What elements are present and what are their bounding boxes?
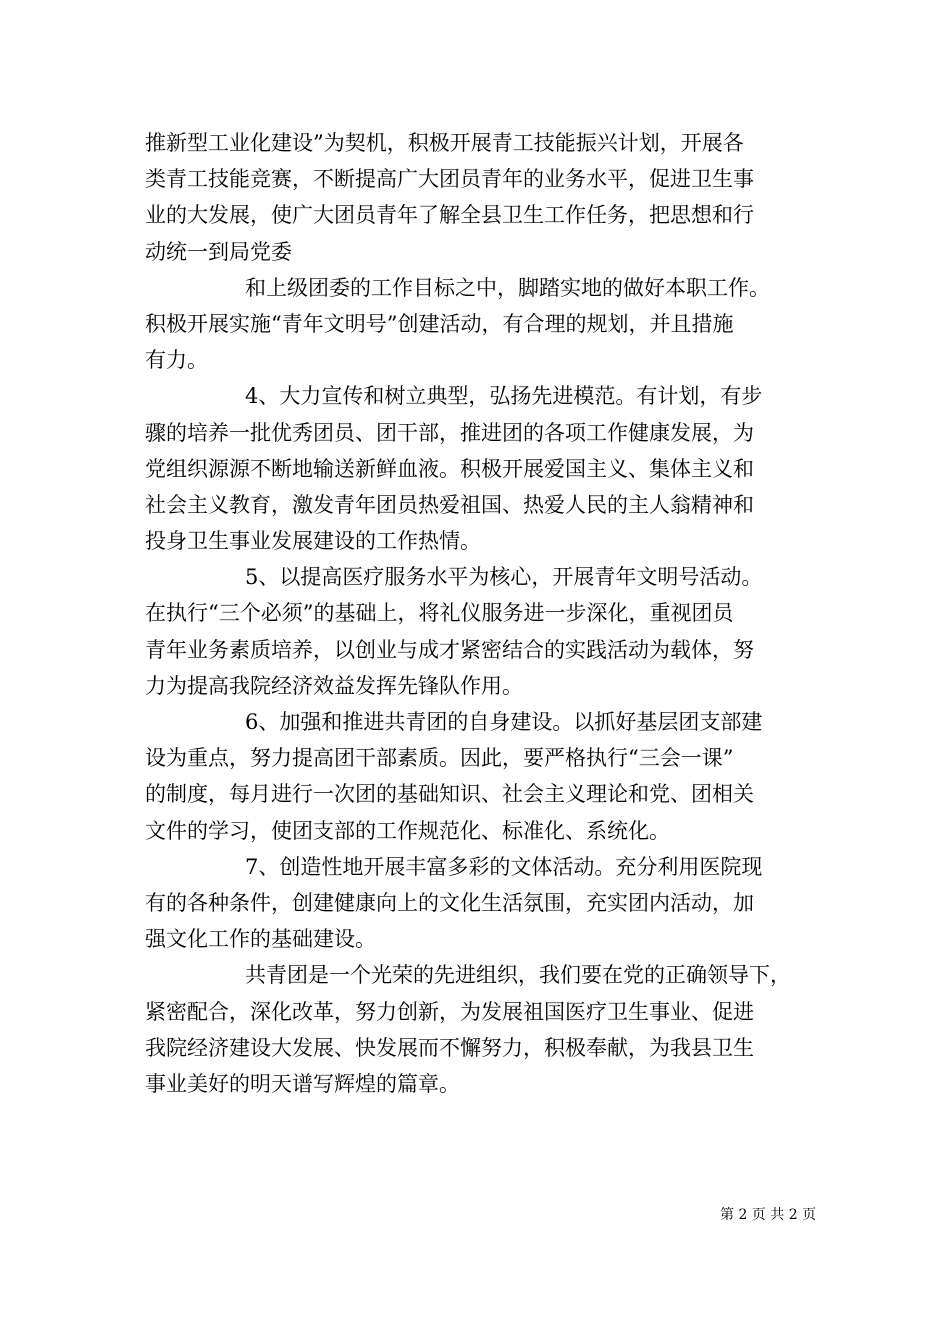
text-line: 在执行“三个必须”的基础上，将礼仪服务进一步深化，重视团员: [145, 601, 734, 626]
text-line: 共青团是一个光荣的先进组织，我们要在党的正确领导下，: [245, 963, 791, 988]
text-line: 有的各种条件，创建健康向上的文化生活氛围，充实团内活动，加: [145, 890, 754, 915]
text-line: 有力。: [145, 348, 208, 373]
text-line: 骤的培养一批优秀团员、团干部，推进团的各项工作健康发展，为: [145, 420, 754, 445]
text-line: 力为提高我院经济效益发挥先锋队作用。: [145, 673, 523, 698]
text-line: 紧密配合，深化改革，努力创新，为发展祖国医疗卫生事业、促进: [145, 999, 754, 1024]
text-line: 5、以提高医疗服务水平为核心，开展青年文明号活动。: [245, 565, 763, 590]
text-line: 党组织源源不断地输送新鲜血液。积极开展爱国主义、集体主义和: [145, 456, 754, 481]
text-line: 社会主义教育，激发青年团员热爱祖国、热爱人民的主人翁精神和: [145, 492, 754, 517]
text-line: 设为重点，努力提高团干部素质。因此，要严格执行“三会一课”: [145, 746, 734, 771]
page-number: 第 2 页 共 2 页: [720, 1207, 817, 1223]
text-line: 业的大发展，使广大团员青年了解全县卫生工作任务，把思想和行: [145, 203, 754, 228]
text-line: 事业美好的明天谱写辉煌的篇章。: [145, 1071, 460, 1096]
text-line: 7、创造性地开展丰富多彩的文体活动。充分利用医院现: [245, 854, 763, 879]
text-line: 推新型工业化建设”为契机，积极开展青工技能振兴计划，开展各: [145, 131, 744, 155]
text-line: 6、加强和推进共青团的自身建设。以抓好基层团支部建: [245, 710, 763, 734]
text-line: 强文化工作的基础建设。: [145, 927, 376, 952]
text-line: 4、大力宣传和树立典型，弘扬先进模范。有计划，有步: [245, 384, 763, 409]
text-line: 的制度，每月进行一次团的基础知识、社会主义理论和党、团相关: [145, 782, 754, 807]
document-body: [145, 125, 825, 1102]
text-line: 文件的学习，使团支部的工作规范化、标准化、系统化。: [145, 818, 670, 843]
text-line: 类青工技能竞赛，不断提高广大团员青年的业务水平，促进卫生事: [145, 167, 754, 192]
text-line: 积极开展实施“青年文明号”创建活动，有合理的规划，并且措施: [145, 311, 734, 336]
text-line: 我院经济建设大发展、快发展而不懈努力，积极奉献，为我县卫生: [145, 1035, 754, 1060]
text-line: 动统一到局党委: [145, 239, 292, 264]
text-line: 青年业务素质培养，以创业与成才紧密结合的实践活动为载体，努: [145, 637, 754, 662]
text-line: 和上级团委的工作目标之中，脚踏实地的做好本职工作。: [245, 275, 770, 300]
text-line: 投身卫生事业发展建设的工作热情。: [145, 529, 481, 554]
